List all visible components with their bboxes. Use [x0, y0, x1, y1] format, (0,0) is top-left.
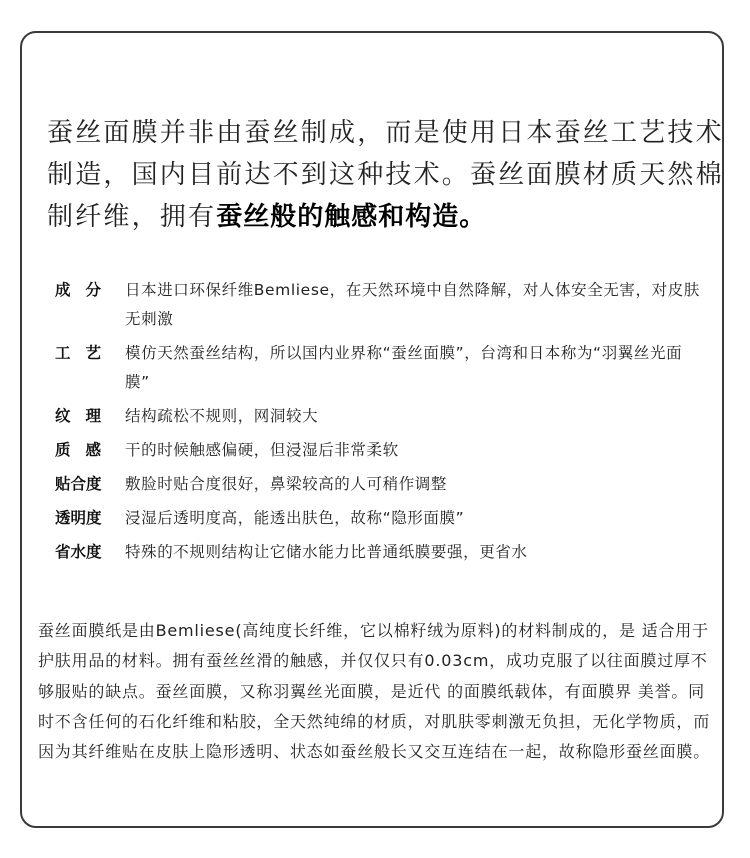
property-value: 日本进口环保纤维Bemliese，在天然环境中自然降解，对人体安全无害，对皮肤无刺激 [125, 281, 700, 328]
property-row-composition [55, 276, 705, 334]
intro-paragraph [47, 112, 727, 238]
property-row-texture [55, 402, 705, 431]
property-key: 质感 [55, 441, 117, 459]
property-value: 敷脸时贴合度很好，鼻梁较高的人可稍作调整 [125, 475, 448, 493]
property-key: 透明度 [55, 509, 102, 527]
property-key: 工艺 [55, 344, 117, 362]
property-key: 省水度 [55, 543, 102, 561]
description-paragraph: 蚕丝面膜纸是由Bemliese(高纯度长纤维，它以棉籽绒为原料)的材料制成的，是 适合用于护肤用品的材料。拥有蚕丝丝滑的触感，并仅仅只有0.03cm，成功克服了以往面膜过厚不够服贴的缺点。蚕丝面膜，又称羽翼丝光面膜，是近代 的面膜纸载体，有面膜界 美誉。同时不含任何的石化纤维和粘胶，全天然纯绵的材质，对肌肤零刺激无负担，无化学物质，而因为其纤维贴在皮肤上隐形透明、状态如蚕丝般长又交互连结在一起，故称隐形蚕丝面膜。 [38, 621, 711, 762]
property-value: 结构疏松不规则，网洞较大 [125, 407, 319, 425]
property-value: 浸湿后透明度高，能透出肤色，故称“隐形面膜” [125, 509, 465, 527]
properties-list [55, 276, 705, 572]
intro-highlight: 蚕丝般的触感和构造。 [216, 202, 487, 232]
property-row-feel [55, 436, 705, 465]
property-key: 纹理 [55, 407, 117, 425]
property-row-craft [55, 339, 705, 397]
property-row-transparency [55, 504, 705, 533]
property-value: 干的时候触感偏硬，但浸湿后非常柔软 [125, 441, 399, 459]
property-key: 成分 [55, 281, 117, 299]
property-value: 特殊的不规则结构让它储水能力比普通纸膜要强，更省水 [125, 543, 528, 561]
property-value: 模仿天然蚕丝结构，所以国内业界称“蚕丝面膜”，台湾和日本称为“羽翼丝光面膜” [125, 344, 683, 391]
property-row-fit [55, 470, 705, 499]
property-row-water-saving [55, 538, 705, 567]
property-key: 贴合度 [55, 475, 102, 493]
intro-text: 蚕丝面膜并非由蚕丝制成，而是使用日本蚕丝工艺技术制造，国内目前达不到这种技术。蚕丝面膜材质天然棉制纤维，拥有 [47, 118, 724, 232]
